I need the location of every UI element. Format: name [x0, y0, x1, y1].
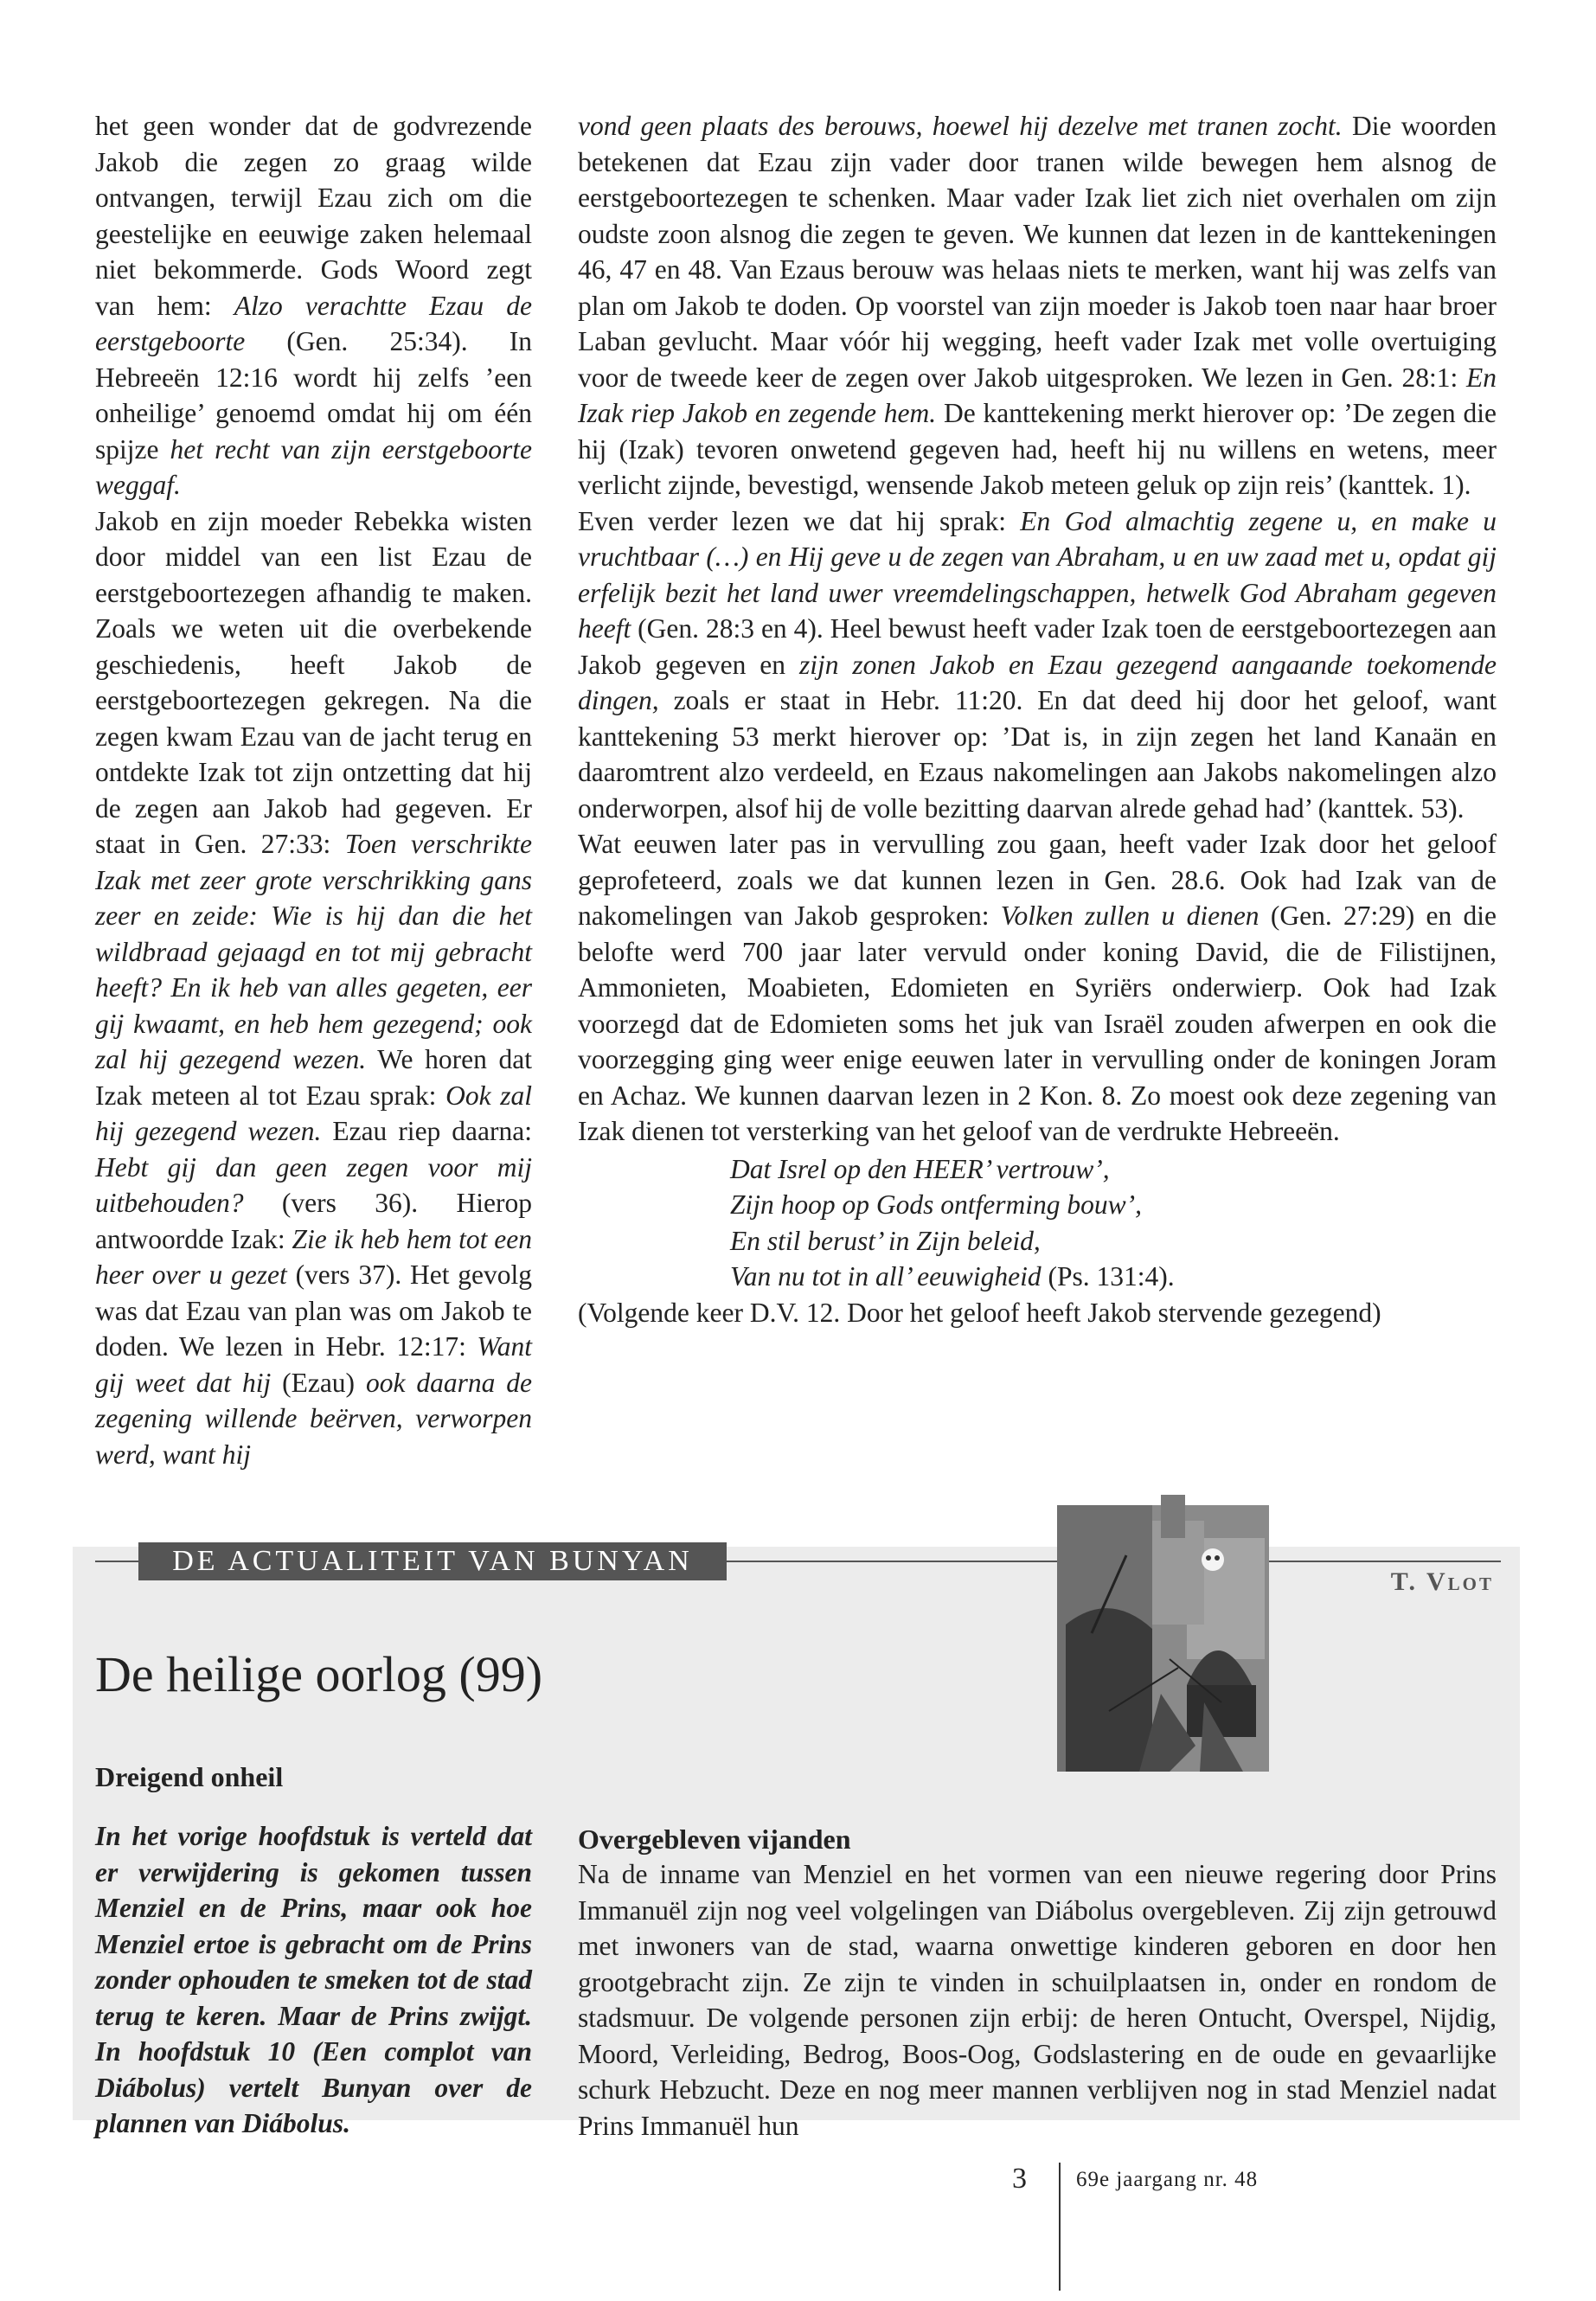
paragraph: Wat eeuwen later pas in vervulling zou gaan, heeft vader Izak door het geloof geprofeteerd, zoals we dat kunnen lezen in Gen. 28.6. Ook had Izak van de nakomelingen van Jakob gesproken: Volken zullen u dienen (Gen. 27:29) en die belofte werd 700 jaar later vervuld onder koning David, die de Filistijnen, Ammonieten, Moabieten, Edomieten en Syriërs onderwierp. Ook had Izak voorzegd dat de Edomieten soms het juk van Israël zouden afwerpen en ook die voorzegging ging weer enige eeuwen later in vervulling onder de koningen Joram en Achaz. We kunnen daarvan lezen in 2 Kon. 8. Zo moest ook deze zegening van Izak dienen tot versterking van het geloof van de verdrukte Hebreeën. — [578, 829, 1497, 1146]
poem-line: Zijn hoop op Gods ontferming bouw’, — [730, 1189, 1143, 1220]
section-rubric: DE ACTUALITEIT VAN BUNYAN — [138, 1542, 727, 1580]
issue-label: 69e jaargang nr. 48 — [1076, 2168, 1259, 2191]
poem-line: Dat Isrel op den HEER’ vertrouw’, — [730, 1153, 1110, 1184]
next-episode-note: (Volgende keer D.V. 12. Door het geloof heeft Jakob stervende gezegend) — [578, 1297, 1381, 1328]
subheading: Dreigend onheil — [95, 1761, 284, 1792]
article-intro: In het vorige hoofdstuk is verteld dat er verwijdering is gekomen tussen Menziel en de Prins, maar ook hoe Menziel ertoe is gebracht om de Prins zonder ophouden te smeken tot de stad terug te keren. Maar de Prins zwijgt. In hoofdstuk 10 (Een complot van Diábolus) vertelt Bunyan over de plannen van Diábolus. — [95, 1821, 532, 2138]
paragraph: Jakob en zijn moeder Rebekka wisten door middel van een list Ezau de eerstgeboortezegen afhandig te maken. Zoals we weten uit die overbekende geschiedenis, heeft Jakob de eerstgeboortezegen gekregen. Na die zegen kwam Ezau van de jacht terug en ontdekte Izak tot zijn ontzetting dat hij de zegen aan Jakob had gegeven. Er staat in Gen. 27:33: Toen verschrikte Izak met zeer grote verschrikking gans zeer en zeide: Wie is hij dan die het wildbraad gejaagd en tot mij gebracht heeft? En ik heb van alles gegeten, eer gij kwaamt, en heb hem gezegend; ook zal hij gezegend wezen. We horen dat Izak meteen al tot Ezau sprak: Ook zal hij gezegend wezen. Ezau riep daarna: Hebt gij dan geen zegen voor mij uitbehouden? (vers 36). Hierop antwoordde Izak: Zie ik heb hem tot een heer over u gezet (vers 37). Het gevolg was dat Ezau van plan was om Jakob te doden. We lezen in Hebr. 12:17: Want gij weet dat hij (Ezau) ook daarna de zegening willende beërven, verworpen werd, want hij — [95, 505, 532, 1470]
article-body: Na de inname van Menziel en het vormen van een nieuwe regering door Prins Immanuël zijn nog veel volgelingen van Diábolus overgebleven. Zij zijn getrouwd met inwoners van de stad, waarna onwettige kinderen geboren en door hen grootgebracht zijn. Ze zijn te vinden in schuilplaatsen in, onder en rondom de stadsmuur. De volgende personen zijn erbij: de heren Ontucht, Overspel, Nijdig, Moord, Verleiding, Bedrog, Boos-Oog, Godslastering en de oude en gevaarlijke schurk Hebzucht. Deze en nog meer mannen verblijven nog in stad Menziel nadat Prins Immanuël hun — [578, 1859, 1497, 2141]
bunyan-engraving-illustration — [1057, 1486, 1269, 1772]
author-name: T. Vlot — [1390, 1567, 1494, 1596]
poem-line: En stil berust’ in Zijn beleid, — [730, 1225, 1041, 1256]
footer-divider — [1059, 2163, 1061, 2291]
right-text-column — [578, 108, 1497, 1330]
paragraph: het geen wonder dat de godvrezende Jakob die zegen zo graag wilde ontvangen, terwijl Ezau zich om die geestelijke en eeuwige zaken helemaal niet bekommerde. Gods Woord zegt van hem: Alzo verachtte Ezau de eerstgeboorte (Gen. 25:34). In Hebreeën 12:16 wordt hij zelfs ’een onheilige’ genoemd omdat hij om één spijze het recht van zijn eerstgeboorte weggaf. — [95, 111, 533, 500]
subheading: Overgebleven vijanden — [578, 1823, 851, 1855]
paragraph: Even verder lezen we dat hij sprak: En God almachtig zegene u, en make u vruchtbaar (…) en Hij geve u de zegen van Abraham, u en uw zaad met u, opdat gij erfelijk bezit het land uwer vreemdelingschappen, hetwelk God Abraham gegeven heeft (Gen. 28:3 en 4). Heel bewust heeft vader Izak toen de eerstgeboortezegen aan Jakob gegeven en zijn zonen Jakob en Ezau gezegend aangaande toekomende dingen, zoals er staat in Hebr. 11:20. En dat deed hij door het geloof, want kanttekening 53 merkt hierover op: ’Dat is, in zijn zegen het land Kanaän en daaromtrent alzo verdeeld, en Ezaus nakomelingen aan Jakobs nakomelingen alzo onderworpen, alsof hij de volle bezitting daarvan alrede gehad had’ (kanttek. 53). — [578, 505, 1497, 824]
article-title: De heilige oorlog (99) — [95, 1646, 543, 1702]
left-text-column — [95, 108, 532, 1472]
paragraph: vond geen plaats des berouws, hoewel hij dezelve met tranen zocht. Die woorden betekenen dat Ezau zijn vader door tranen wilde bewegen hem alsnog de eerstgeboortezegen te schenken. Maar vader Izak liet zich niet overhalen om zijn oudste zoon alsnog die zegen te geven. We kunnen dat lezen in de kanttekeningen 46, 47 en 48. Van Ezaus berouw was helaas niets te merken, want hij was zelfs van plan om Jakob te doden. Op voorstel van zijn moeder is Jakob toen naar haar broer Laban gevlucht. Maar vóór hij wegging, heeft vader Izak met volle overtuiging voor de tweede keer de zegen over Jakob uitgesproken. We lezen in Gen. 28:1: En Izak riep Jakob en zegende hem. De kanttekening merkt hierover op: ’De zegen die hij (Izak) tevoren onwetend gegeven had, heeft hij nu willens en wetens, meer verlicht zijnde, bevestigd, wensende Jakob meteen geluk op zijn reis’ (kanttek. 1). — [578, 111, 1497, 500]
page-number: 3 — [1012, 2163, 1027, 2195]
psalm-verse — [730, 1151, 1497, 1295]
poem-line: Van nu tot in all’ eeuwigheid (Ps. 131:4). — [730, 1261, 1175, 1292]
poem-reference: (Ps. 131:4). — [1041, 1261, 1175, 1292]
